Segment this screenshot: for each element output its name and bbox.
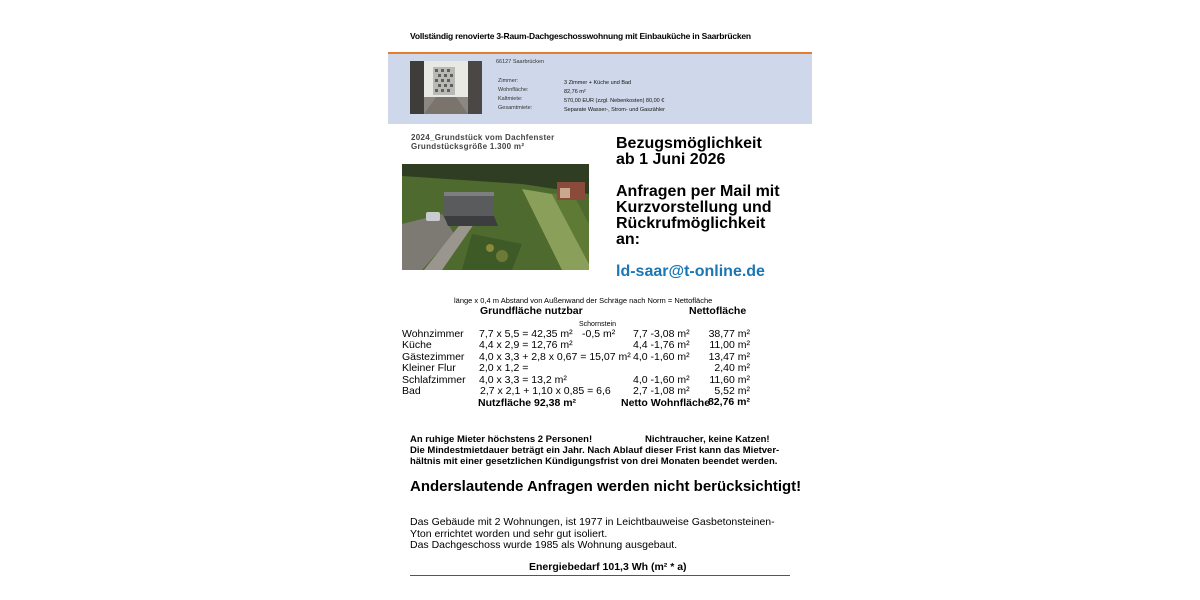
room-formula: 2,0 x 1,2 =: [479, 362, 529, 374]
value-cold-rent: 570,00 EUR (zzgl. Nebenkosten) 80,00 €: [564, 98, 665, 104]
room-net-area: 38,77 m²: [708, 328, 750, 340]
label-living-area: Wohnfläche:: [498, 87, 529, 93]
area-calculation-note: länge x 0,4 m Abstand von Außenwand der Schräge nach Norm = Nettofläche: [454, 296, 713, 305]
value-total-rent: Separate Wasser-, Strom- und Gaszähler: [564, 107, 665, 113]
chimney-label: Schornstein: [579, 321, 616, 328]
garden-aerial-photo: [402, 164, 589, 270]
building-description: [410, 517, 775, 552]
document-title: Vollständig renovierte 3-Raum-Dachgeschosswohnung mit Einbauküche in Saarbrücken: [410, 31, 751, 41]
garden-caption-line: 2024_Grundstück vom Dachfenster: [411, 133, 555, 142]
building-line: Das Gebäude mit 2 Wohnungen, ist 1977 in Leichtbauweise Gasbetonsteinen-: [410, 516, 775, 528]
chimney-deduction: -0,5 m²: [582, 328, 616, 340]
room-name: Bad: [402, 385, 421, 397]
slope-deduction: 4,0 -1,60 m²: [633, 374, 690, 386]
listing-postal-code: 66127 Saarbrücken: [496, 59, 545, 65]
room-formula: 7,7 x 5,5 = 42,35 m²: [479, 328, 573, 340]
room-name: Küche: [402, 339, 432, 351]
room-net-area: 11,00 m²: [709, 339, 750, 351]
enquiry-heading: [616, 184, 780, 248]
slope-deduction: 4,4 -1,76 m²: [633, 339, 690, 351]
room-net-area: 2,40 m²: [714, 362, 750, 374]
slope-deduction: 2,7 -1,08 m²: [633, 385, 690, 397]
room-net-area: 5,52 m²: [714, 385, 750, 397]
enquiry-line: Kurzvorstellung und: [616, 199, 772, 216]
availability-heading: [616, 136, 762, 168]
label-rooms: Zimmer:: [498, 78, 519, 84]
slope-deduction: 4,0 -1,60 m²: [633, 351, 690, 363]
tenant-line: Die Mindestmietdauer beträgt ein Jahr. Nach Ablauf dieser Frist kann das Mietver-: [410, 445, 780, 456]
no-smoking-notice: Nichtraucher, keine Katzen!: [645, 434, 770, 445]
room-name: Kleiner Flur: [402, 362, 456, 374]
enquiry-line: Anfragen per Mail mit: [616, 183, 780, 200]
building-line: Yton errichtet worden und sehr gut isoliert.: [410, 527, 608, 540]
room-formula: 2,7 x 2,1 + 1,10 x 0,85 = 6,6: [480, 385, 611, 397]
label-cold-rent: Kaltmiete:: [498, 96, 523, 102]
room-formula: 4,4 x 2,9 = 12,76 m²: [479, 339, 573, 351]
tenant-line: An ruhige Mieter höchstens 2 Personen!: [410, 434, 593, 445]
availability-line: Bezugsmöglichkeit: [616, 135, 762, 152]
label-total-rent: Gesamtmiete:: [498, 105, 533, 111]
room-net-area: 11,60 m²: [709, 374, 750, 386]
tenant-line: hältnis mit einer gesetzlichen Kündigungsfrist von drei Monaten beendet werden.: [410, 456, 778, 467]
contact-email-link[interactable]: ld-saar@t-online.de: [616, 263, 765, 280]
energy-underline: [410, 575, 790, 576]
room-name: Gästezimmer: [402, 351, 465, 363]
energy-demand: Energiebedarf 101,3 Wh (m² * a): [529, 561, 687, 573]
total-net-area-value: 82,76 m²: [707, 396, 750, 408]
room-name: Schlafzimmer: [402, 374, 466, 386]
room-formula: 4,0 x 3,3 = 13,2 m²: [479, 374, 567, 386]
building-line: Das Dachgeschoss wurde 1985 als Wohnung ausgebaut.: [410, 539, 678, 551]
enquiry-line: Rückrufmöglichkeit: [616, 215, 766, 232]
enquiry-line: an:: [616, 231, 640, 248]
net-area-header: Nettofläche: [689, 305, 747, 317]
total-usable-area: Nutzfläche 92,38 m²: [478, 397, 577, 409]
value-rooms: 3 Zimmer + Küche und Bad: [564, 80, 632, 86]
room-name: Wohnzimmer: [402, 328, 464, 340]
slope-deduction: 7,7 -3,08 m²: [633, 328, 690, 340]
apartment-photo: [410, 61, 482, 114]
usable-area-header: Grundfläche nutzbar: [480, 305, 583, 317]
room-net-area: 13,47 m²: [708, 351, 750, 363]
room-formula: 4,0 x 3,3 + 2,8 x 0,67 = 15,07 m²: [479, 351, 631, 363]
total-net-area-label: Netto Wohnfläche: [621, 397, 711, 409]
value-living-area: 82,76 m²: [564, 89, 586, 95]
garden-photo-caption: [411, 134, 555, 151]
garden-caption-line: Grundstücksgröße 1.300 m²: [411, 141, 525, 151]
availability-line: ab 1 Juni 2026: [616, 151, 726, 168]
other-enquiries-notice: Anderslautende Anfragen werden nicht berücksichtigt!: [410, 478, 802, 495]
